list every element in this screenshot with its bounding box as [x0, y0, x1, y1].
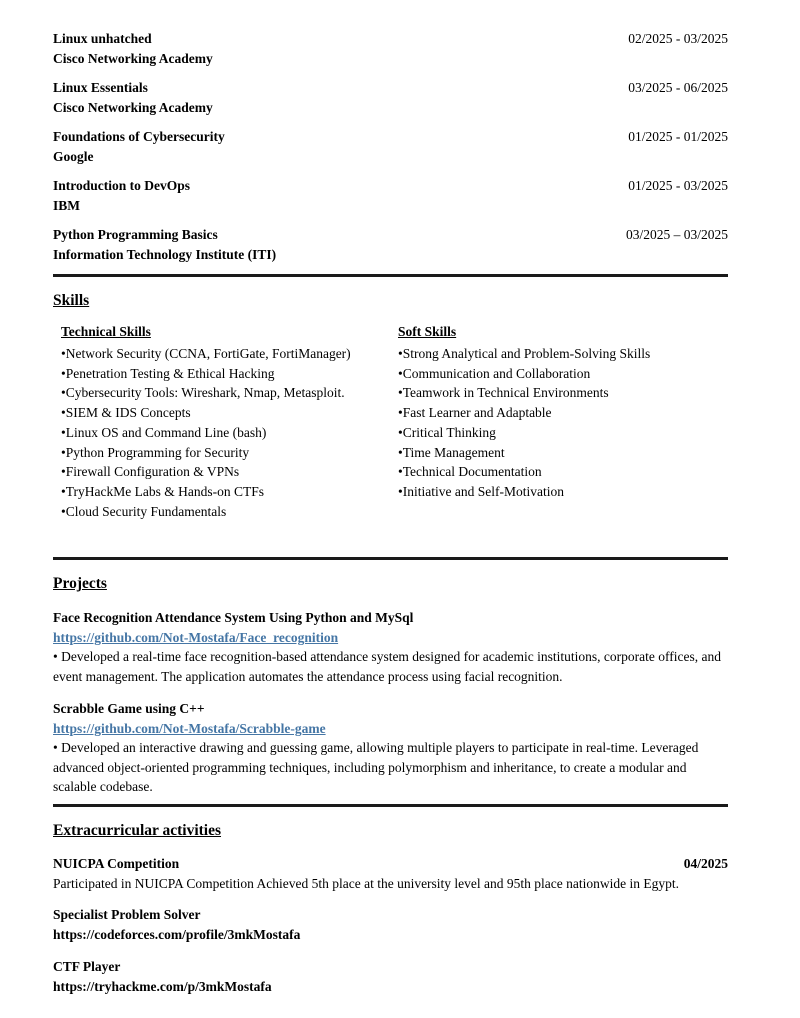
certification-dates: 03/2025 - 06/2025 [628, 80, 728, 95]
certification-entry [53, 127, 728, 167]
certification-title: Foundations of Cybersecurity [53, 129, 225, 144]
soft-skill-item: • Initiative and Self-Motivation [398, 482, 728, 502]
soft-skill-item: • Teamwork in Technical Environments [398, 383, 728, 403]
extracurricular-heading: Extracurricular activities [53, 821, 222, 839]
certification-org: Cisco Networking Academy [53, 51, 213, 66]
soft-skill-item: • Fast Learner and Adaptable [398, 403, 728, 423]
technical-skill-item: • Firewall Configuration & VPNs [61, 462, 398, 482]
activity-url: https://codeforces.com/profile/3mkMostafa [53, 927, 301, 943]
certification-title: Python Programming Basics [53, 227, 218, 242]
technical-skill-item: • SIEM & IDS Concepts [61, 403, 398, 423]
technical-skill-item: • Cybersecurity Tools: Wireshark, Nmap, Metasploit. [61, 383, 398, 403]
project-github-link[interactable]: https://github.com/Not-Mostafa/Scrabble-game [53, 721, 326, 737]
certification-title: Linux unhatched [53, 31, 152, 46]
extracurricular-section [53, 820, 728, 997]
technical-skill-item: • Python Programming for Security [61, 443, 398, 463]
certification-org: Cisco Networking Academy [53, 100, 213, 115]
technical-skill-item: • TryHackMe Labs & Hands-on CTFs [61, 482, 398, 502]
technical-skills-column [53, 321, 398, 521]
project-github-link[interactable]: https://github.com/Not-Mostafa/Face_recognition [53, 630, 339, 646]
certification-entry [53, 176, 728, 216]
section-divider [53, 557, 728, 560]
skills-heading: Skills [53, 292, 90, 309]
technical-skill-item: • Penetration Testing & Ethical Hacking [61, 364, 398, 384]
activity-date: 04/2025 [683, 855, 728, 871]
project-description: • Developed an interactive drawing and guessing game, allowing multiple players to participate in real-time. Leveraged advanced object-oriented programming techniques, including polymorphism and inheritance, to create a modular and scalable codebase. [53, 740, 699, 795]
certification-dates: 01/2025 - 01/2025 [628, 129, 728, 144]
certification-org: Information Technology Institute (ITI) [53, 247, 277, 262]
soft-skills-column [398, 321, 728, 521]
activity-entry [53, 957, 728, 997]
project-entry [53, 699, 728, 797]
project-title: Face Recognition Attendance System Using Python and MySql [53, 610, 414, 626]
soft-skill-item: • Strong Analytical and Problem-Solving Skills [398, 344, 728, 364]
certification-dates: 02/2025 - 03/2025 [628, 31, 728, 46]
certification-dates: 01/2025 - 03/2025 [628, 178, 728, 193]
activity-description: Participated in NUICPA Competition Achieved 5th place at the university level and 95th place nationwide in Egypt. [53, 875, 679, 891]
certification-title: Linux Essentials [53, 80, 148, 95]
activity-title: CTF Player [53, 958, 121, 974]
technical-skill-item: • Linux OS and Command Line (bash) [61, 423, 398, 443]
activity-entry [53, 905, 728, 945]
project-description: • Developed a real-time face recognition-based attendance system designed for academic institutions, corporate offices, and event management. The application automates the attendance process using facial recognition. [53, 649, 721, 684]
project-title: Scrabble Game using C++ [53, 701, 205, 717]
skills-section [53, 290, 728, 521]
certification-title: Introduction to DevOps [53, 178, 191, 193]
technical-skill-item: • Cloud Security Fundamentals [61, 502, 398, 522]
certification-org: IBM [53, 198, 80, 213]
projects-heading: Projects [53, 575, 107, 593]
soft-skills-heading: Soft Skills [398, 324, 457, 339]
projects-section [53, 573, 728, 797]
soft-skill-item: • Communication and Collaboration [398, 364, 728, 384]
technical-skill-item: • Network Security (CCNA, FortiGate, FortiManager) [61, 344, 398, 364]
soft-skill-item: • Critical Thinking [398, 423, 728, 443]
certification-entry [53, 225, 728, 265]
project-entry [53, 608, 728, 686]
certification-org: Google [53, 149, 94, 164]
soft-skill-item: • Technical Documentation [398, 462, 728, 482]
activity-title: NUICPA Competition [53, 855, 180, 871]
activity-title: Specialist Problem Solver [53, 907, 201, 923]
soft-skill-item: • Time Management [398, 443, 728, 463]
technical-skills-heading: Technical Skills [61, 324, 151, 339]
certifications-section [53, 29, 728, 265]
activity-url: https://tryhackme.com/p/3mkMostafa [53, 978, 272, 994]
section-divider [53, 804, 728, 807]
certification-entry [53, 78, 728, 118]
certification-dates: 03/2025 – 03/2025 [625, 227, 728, 242]
section-divider [53, 274, 728, 277]
activity-entry [53, 854, 728, 894]
certification-entry [53, 29, 728, 69]
